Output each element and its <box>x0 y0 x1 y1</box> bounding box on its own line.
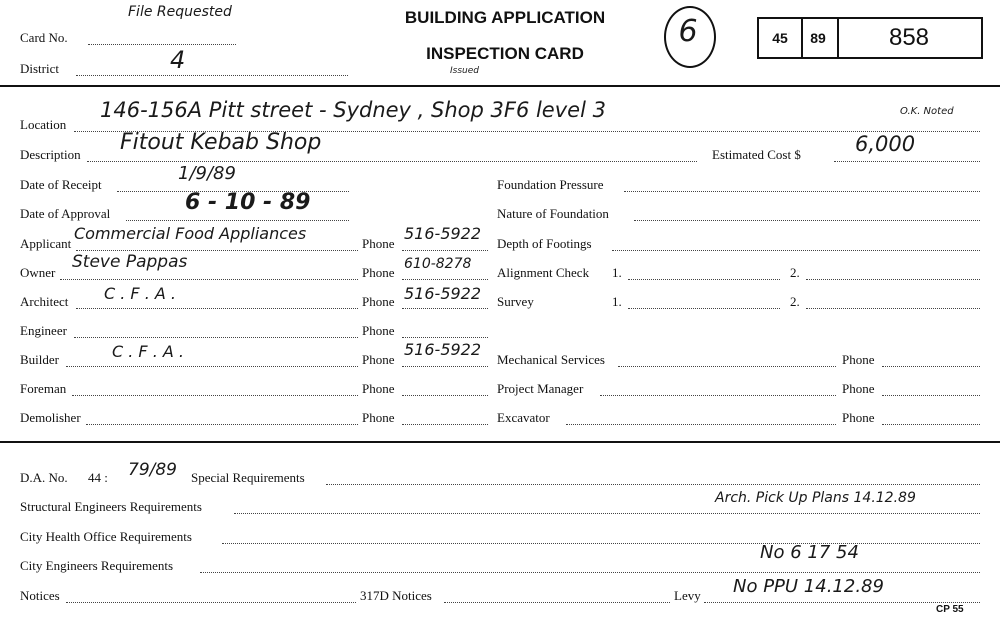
alignment-one-label: 1. <box>612 265 622 280</box>
da-label: D.A. No. <box>20 470 68 485</box>
top-divider <box>0 85 1000 87</box>
excavator-line <box>566 424 836 425</box>
project-manager-label: Project Manager <box>497 381 584 396</box>
demolisher-phone-label: Phone <box>362 410 395 425</box>
architect-phone-line <box>402 308 488 309</box>
owner-phone-label: Phone <box>362 265 395 280</box>
district-label: District <box>20 61 59 76</box>
survey-one-label: 1. <box>612 294 622 309</box>
form-code: CP 55 <box>936 604 964 615</box>
foreman-line <box>72 395 358 396</box>
owner-phone: 610-8278 <box>404 256 472 272</box>
demolisher-label: Demolisher <box>20 410 81 425</box>
nature-foundation-line <box>634 220 980 221</box>
foundation-pressure-line <box>624 191 980 192</box>
builder-phone-label: Phone <box>362 352 395 367</box>
structural-value: Arch. Pick Up Plans 14.12.89 <box>715 490 916 506</box>
excavator-phone-line <box>882 424 980 425</box>
builder-phone-line <box>402 366 488 367</box>
da-value: 79/89 <box>128 460 177 480</box>
levy-value: No PPU 14.12.89 <box>733 576 884 597</box>
notices-317d-line <box>444 602 670 603</box>
applicant-phone: 516-5922 <box>404 224 482 243</box>
engineer-label: Engineer <box>20 323 67 338</box>
project-manager-phone-label: Phone <box>842 381 875 396</box>
city-engineers-value: No 6 17 54 <box>760 542 859 563</box>
levy-line <box>704 602 980 603</box>
circled-number: 6 <box>678 14 698 49</box>
structural-line <box>234 513 980 514</box>
applicant-label: Applicant <box>20 236 72 251</box>
health-line <box>222 543 980 544</box>
owner-phone-line <box>402 279 488 280</box>
estimated-cost-label: Estimated Cost $ <box>712 147 801 162</box>
estimated-cost-line <box>834 161 980 162</box>
form-title-note: Issued <box>450 66 479 76</box>
form-title-line2: INSPECTION CARD <box>426 44 584 63</box>
demolisher-phone-line <box>402 424 488 425</box>
health-label: City Health Office Requirements <box>20 529 192 544</box>
special-requirements-label: Special Requirements <box>191 470 305 485</box>
project-manager-line <box>600 395 836 396</box>
project-manager-phone-line <box>882 395 980 396</box>
location-note: O.K. Noted <box>900 106 954 117</box>
alignment-one-line <box>628 279 780 280</box>
architect-label: Architect <box>20 294 69 309</box>
builder-label: Builder <box>20 352 59 367</box>
description-value: Fitout Kebab Shop <box>120 130 322 155</box>
nature-foundation-label: Nature of Foundation <box>497 206 609 221</box>
foreman-phone-line <box>402 395 488 396</box>
engineer-phone-line <box>402 337 488 338</box>
notices-label: Notices <box>20 588 60 603</box>
form-title-line1: BUILDING APPLICATION <box>404 8 606 27</box>
architect-value: C . F . A . <box>104 284 177 303</box>
date-receipt-label: Date of Receipt <box>20 177 102 192</box>
description-label: Description <box>20 147 81 162</box>
architect-line <box>76 308 358 309</box>
levy-label: Levy <box>674 588 701 603</box>
mechanical-phone-label: Phone <box>842 352 875 367</box>
alignment-two-label: 2. <box>790 265 800 280</box>
district-line <box>76 75 348 76</box>
survey-one-line <box>628 308 780 309</box>
mechanical-phone-line <box>882 366 980 367</box>
demolisher-line <box>86 424 358 425</box>
mechanical-line <box>618 366 836 367</box>
city-engineers-line <box>200 572 980 573</box>
alignment-two-line <box>806 279 980 280</box>
excavator-label: Excavator <box>497 410 550 425</box>
da-prefix: 44 : <box>88 470 108 485</box>
applicant-phone-line <box>402 250 488 251</box>
middle-divider <box>0 441 1000 443</box>
owner-value: Steve Pappas <box>72 252 188 272</box>
location-label: Location <box>20 117 67 132</box>
app-number-box-c: 858 <box>837 17 983 59</box>
alignment-check-label: Alignment Check <box>497 265 590 280</box>
card-no-value: File Requested <box>128 4 232 20</box>
notices-line <box>66 602 356 603</box>
city-engineers-label: City Engineers Requirements <box>20 558 174 573</box>
estimated-cost-value: 6,000 <box>855 132 916 156</box>
builder-phone: 516-5922 <box>404 340 482 359</box>
architect-phone: 516-5922 <box>404 284 482 303</box>
description-line <box>87 161 697 162</box>
date-approval-label: Date of Approval <box>20 206 111 221</box>
builder-value: C . F . A . <box>112 342 185 361</box>
depth-footings-label: Depth of Footings <box>497 236 592 251</box>
structural-label: Structural Engineers Requirements <box>20 499 202 514</box>
special-requirements-line <box>326 484 980 485</box>
mechanical-label: Mechanical Services <box>497 352 605 367</box>
location-value: 146-156A Pitt street - Sydney , Shop 3F6 level 3 <box>100 98 606 122</box>
survey-two-label: 2. <box>790 294 800 309</box>
applicant-line <box>76 250 358 251</box>
app-number-box-b: 89 <box>799 17 839 59</box>
notices-317d-label: 317D Notices <box>360 588 432 603</box>
applicant-phone-label: Phone <box>362 236 395 251</box>
builder-line <box>66 366 358 367</box>
card-no-label: Card No. <box>20 30 68 45</box>
owner-label: Owner <box>20 265 56 280</box>
foundation-pressure-label: Foundation Pressure <box>497 177 604 192</box>
foreman-phone-label: Phone <box>362 381 395 396</box>
engineer-phone-label: Phone <box>362 323 395 338</box>
applicant-value: Commercial Food Appliances <box>74 224 307 243</box>
architect-phone-label: Phone <box>362 294 395 309</box>
app-number-box-a: 45 <box>757 17 803 59</box>
survey-two-line <box>806 308 980 309</box>
owner-line <box>60 279 358 280</box>
date-approval-value: 6 - 10 - 89 <box>185 190 311 215</box>
depth-footings-line <box>612 250 980 251</box>
survey-label: Survey <box>497 294 534 309</box>
date-receipt-value: 1/9/89 <box>178 163 236 184</box>
district-value: 4 <box>170 46 186 74</box>
engineer-line <box>74 337 358 338</box>
date-approval-line <box>126 220 349 221</box>
foreman-label: Foreman <box>20 381 67 396</box>
excavator-phone-label: Phone <box>842 410 875 425</box>
card-no-line <box>88 44 236 45</box>
